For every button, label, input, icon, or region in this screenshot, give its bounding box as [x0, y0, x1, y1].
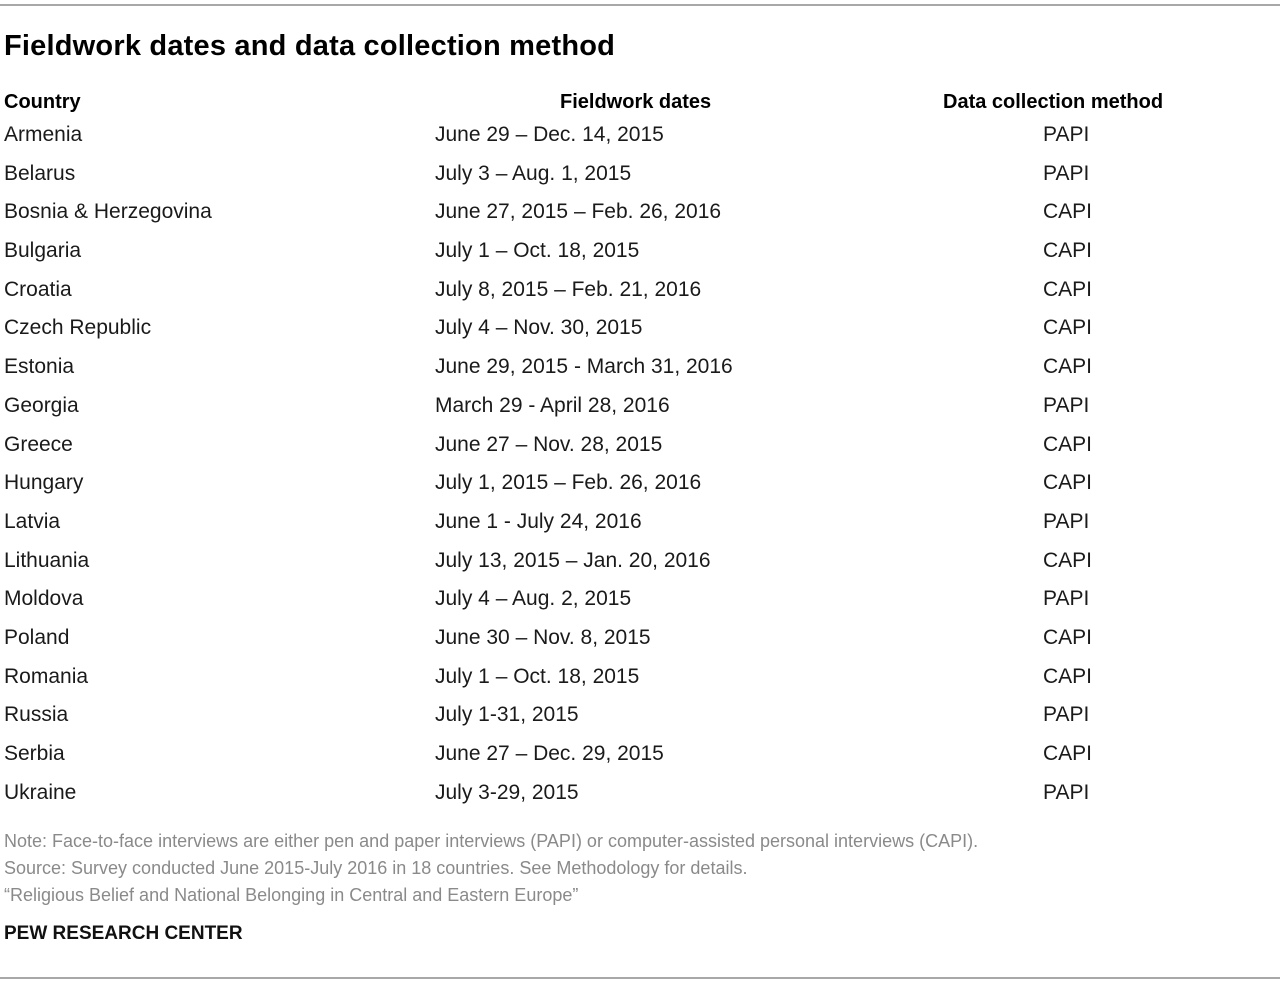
- table-row: [0, 120, 1280, 159]
- table-body: [0, 120, 1280, 816]
- brand-logo-text: PEW RESEARCH CENTER: [4, 923, 243, 944]
- method-cell: PAPI: [1043, 703, 1090, 727]
- dates-cell: July 3 – Aug. 1, 2015: [435, 161, 632, 185]
- table-row: [0, 623, 1280, 662]
- country-cell: Armenia: [4, 123, 83, 146]
- method-cell: CAPI: [1043, 200, 1093, 224]
- method-cell: CAPI: [1043, 277, 1093, 301]
- method-cell: PAPI: [1043, 587, 1090, 611]
- method-cell: CAPI: [1043, 625, 1093, 649]
- country-cell: Lithuania: [4, 548, 90, 572]
- table-row: [0, 507, 1280, 546]
- table-row: [0, 468, 1280, 507]
- method-cell: CAPI: [1043, 742, 1093, 765]
- dates-cell: July 4 – Aug. 2, 2015: [435, 587, 632, 611]
- country-cell: Bulgaria: [4, 239, 82, 263]
- table-row: [0, 739, 1280, 778]
- dates-cell: March 29 - April 28, 2016: [435, 393, 670, 417]
- table-row: [0, 197, 1280, 236]
- table-row: [0, 778, 1280, 817]
- method-cell: PAPI: [1043, 509, 1090, 533]
- dates-cell: July 13, 2015 – Jan. 20, 2016: [435, 548, 711, 572]
- country-cell: Croatia: [4, 277, 72, 301]
- table-row: [0, 700, 1280, 739]
- dates-cell: July 1 – Oct. 18, 2015: [435, 239, 640, 263]
- table-row: [0, 352, 1280, 391]
- country-cell: Serbia: [4, 742, 65, 765]
- method-cell: PAPI: [1043, 393, 1090, 417]
- dates-cell: June 27 – Nov. 28, 2015: [435, 432, 663, 456]
- method-cell: CAPI: [1043, 355, 1093, 379]
- dates-cell: July 1-31, 2015: [435, 703, 579, 727]
- bottom-divider: [0, 977, 1280, 979]
- table-row: [0, 236, 1280, 275]
- dates-cell: June 27, 2015 – Feb. 26, 2016: [435, 200, 722, 224]
- country-cell: Hungary: [4, 471, 84, 495]
- table-row: [0, 662, 1280, 701]
- method-cell: PAPI: [1043, 161, 1090, 185]
- method-cell: CAPI: [1043, 664, 1093, 688]
- column-header-fieldwork-dates: Fieldwork dates: [560, 91, 712, 113]
- country-cell: Moldova: [4, 587, 84, 611]
- table-row: [0, 430, 1280, 469]
- country-cell: Estonia: [4, 355, 75, 379]
- country-cell: Czech Republic: [4, 316, 152, 340]
- report-title-text: “Religious Belief and National Belonging in Central and Eastern Europe”: [4, 885, 579, 905]
- table-row: [0, 313, 1280, 352]
- table-row: [0, 159, 1280, 198]
- dates-cell: July 3-29, 2015: [435, 780, 579, 804]
- country-cell: Poland: [4, 625, 70, 649]
- dates-cell: July 4 – Nov. 30, 2015: [435, 316, 643, 340]
- method-cell: CAPI: [1043, 316, 1093, 340]
- table-row: [0, 584, 1280, 623]
- source-text: Source: Survey conducted June 2015-July 2016 in 18 countries. See Methodology for details.: [4, 858, 748, 878]
- dates-cell: June 29 – Dec. 14, 2015: [435, 123, 664, 146]
- table-row: [0, 546, 1280, 585]
- country-cell: Romania: [4, 664, 89, 688]
- method-cell: CAPI: [1043, 432, 1093, 456]
- table-row: [0, 275, 1280, 314]
- country-cell: Russia: [4, 703, 69, 727]
- country-cell: Bosnia & Herzegovina: [4, 200, 212, 224]
- country-cell: Greece: [4, 432, 73, 456]
- method-cell: PAPI: [1043, 123, 1090, 146]
- method-cell: CAPI: [1043, 239, 1093, 263]
- dates-cell: July 1, 2015 – Feb. 26, 2016: [435, 471, 702, 495]
- dates-cell: June 27 – Dec. 29, 2015: [435, 742, 664, 765]
- country-cell: Ukraine: [4, 780, 77, 804]
- method-cell: CAPI: [1043, 548, 1093, 572]
- dates-cell: July 8, 2015 – Feb. 21, 2016: [435, 277, 702, 301]
- country-cell: Latvia: [4, 509, 61, 533]
- column-header-country: Country: [4, 91, 81, 113]
- dates-cell: July 1 – Oct. 18, 2015: [435, 664, 640, 688]
- dates-cell: June 29, 2015 - March 31, 2016: [435, 355, 733, 379]
- table-row: [0, 391, 1280, 430]
- note-text: Note: Face-to-face interviews are either pen and paper interviews (PAPI) or computer-assisted personal interviews (CAPI).: [4, 831, 979, 851]
- dates-cell: June 1 - July 24, 2016: [435, 509, 642, 533]
- method-cell: CAPI: [1043, 471, 1093, 495]
- page-title: Fieldwork dates and data collection method: [4, 30, 616, 62]
- method-cell: PAPI: [1043, 780, 1090, 804]
- country-cell: Belarus: [4, 161, 76, 185]
- top-divider: [0, 4, 1280, 6]
- dates-cell: June 30 – Nov. 8, 2015: [435, 625, 651, 649]
- country-cell: Georgia: [4, 393, 79, 417]
- column-header-data-collection-method: Data collection method: [943, 91, 1164, 113]
